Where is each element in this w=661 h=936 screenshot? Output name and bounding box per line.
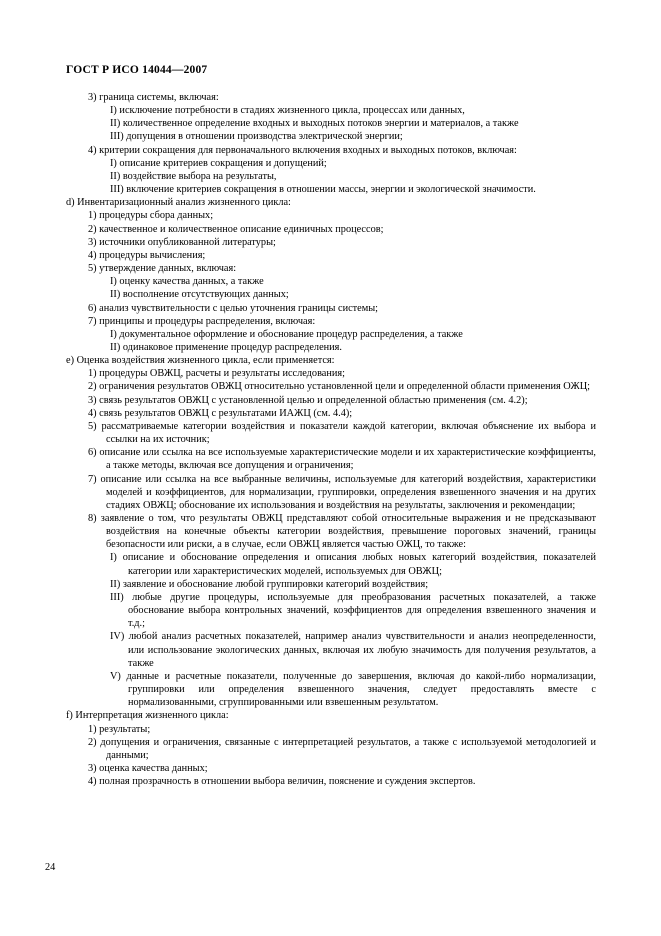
document-paragraph: 3) связь результатов ОВЖЦ с установленной целью и определенной областью применения (см. 4.2);	[88, 394, 528, 406]
document-paragraph: II) количественное определение входных и выходных потоков энергии и материалов, а также	[110, 118, 519, 130]
document-paragraph: I) документальное оформление и обоснование процедур распределения, а также	[110, 328, 463, 340]
document-paragraph: 4) связь результатов ОВЖЦ с результатами ИАЖЦ (см. 4.4);	[88, 407, 353, 419]
document-paragraph: II) воздействие выбора на результаты,	[110, 170, 277, 182]
document-paragraph: d) Инвентаризационный анализ жизненного цикла:	[66, 197, 291, 209]
document-paragraph: 2) допущения и ограничения, связанные с интерпретацией результатов, а также с используемой методологией и данными;	[88, 736, 596, 761]
document-paragraph: III) включение критериев сокращения в отношении массы, энергии и экологической значимости.	[110, 184, 536, 196]
document-paragraph: V) данные и расчетные показатели, полученные до завершения, включая до какой-либо нормализации, группировки или определения взвешенного значения, следует предоставлять вместе с нормализованными, сгруппированными или взвешенным результатом.	[110, 670, 596, 709]
document-paragraph: 7) принципы и процедуры распределения, включая:	[88, 315, 316, 327]
document-paragraph: I) описание критериев сокращения и допущений;	[110, 157, 327, 169]
document-paragraph: 2) ограничения результатов ОВЖЦ относительно установленной цели и определенной области применения ОЖЦ;	[88, 381, 591, 393]
document-paragraph: III) любые другие процедуры, используемые для преобразования расчетных показателей, а также обоснование выбора контрольных значений, коэффициентов для определения взвешенного значения и т.д.;	[110, 591, 596, 630]
document-paragraph: 3) оценка качества данных;	[88, 762, 208, 774]
document-paragraph: 5) утверждение данных, включая:	[88, 263, 237, 275]
page-number: 24	[45, 862, 56, 873]
document-paragraph: e) Оценка воздействия жизненного цикла, если применяется:	[66, 355, 335, 367]
document-paragraph: I) описание и обоснование определения и описания любых новых категорий воздействия, показателей категории или характеристических моделей, используемых для ОВЖЦ;	[110, 552, 596, 577]
document-paragraph: 3) источники опубликованной литературы;	[88, 236, 276, 248]
document-paragraph: I) оценку качества данных, а также	[110, 276, 264, 288]
document-paragraph: III) допущения в отношении производства электрической энергии;	[110, 131, 403, 143]
document-body	[66, 91, 596, 788]
document-paragraph: 4) критерии сокращения для первоначального включения входных и выходных потоков, включая:	[88, 144, 517, 156]
document-paragraph: 3) граница системы, включая:	[88, 92, 219, 103]
document-paragraph: f) Интерпретация жизненного цикла:	[66, 710, 229, 722]
document-paragraph: 4) полная прозрачность в отношении выбора величин, пояснение и суждения экспертов.	[88, 776, 476, 788]
document-paragraph: 1) процедуры ОВЖЦ, расчеты и результаты исследования;	[88, 368, 345, 380]
page-header: ГОСТ Р ИСО 14044—2007	[66, 64, 208, 76]
document-paragraph: 1) процедуры сбора данных;	[88, 210, 214, 222]
document-paragraph: 6) анализ чувствительности с целью уточнения границы системы;	[88, 302, 379, 314]
document-paragraph: 6) описание или ссылка на все используемые характеристические модели и их характеристические коэффициенты, а также методы, включая все допущения и ограничения;	[88, 447, 596, 472]
document-paragraph: 7) описание или ссылка на все выбранные величины, используемые для категорий воздействия, характеристики моделей и коэффициентов, для нормализации, группировки, определения взвешенного значения и на других стадиях ОВЖЦ; обоснование их использования и воздействия на результаты, заключения и рекомендации;	[88, 473, 596, 511]
document-paragraph: 1) результаты;	[88, 723, 151, 735]
document-paragraph: II) восполнение отсутствующих данных;	[110, 289, 289, 301]
document-paragraph: 8) заявление о том, что результаты ОВЖЦ представляют собой относительные выражения и не предсказывают воздействия на конечные объекты категории воздействия, превышение пороговых значений, границы безопасности или риски, а в случае, если ОВЖЦ является частью ОЖЦ, то также:	[88, 513, 596, 551]
document-paragraph: 2) качественное и количественное описание единичных процессов;	[88, 223, 384, 235]
document-paragraph: 4) процедуры вычисления;	[88, 249, 206, 261]
document-paragraph: IV) любой анализ расчетных показателей, например анализ чувствительности и анализ неопределенности, или использование экологических данных, включая их любую значимость для получения результатов, а также	[110, 631, 596, 669]
document-paragraph: I) исключение потребности в стадиях жизненного цикла, процессах или данных,	[110, 105, 465, 117]
document-paragraph: II) одинаковое применение процедур распределения.	[110, 341, 342, 353]
document-paragraph: II) заявление и обоснование любой группировки категорий воздействия;	[110, 578, 429, 590]
document-paragraph: 5) рассматриваемые категории воздействия и показатели каждой категории, включая объяснение их выбора и ссылки на их источник;	[88, 420, 596, 446]
